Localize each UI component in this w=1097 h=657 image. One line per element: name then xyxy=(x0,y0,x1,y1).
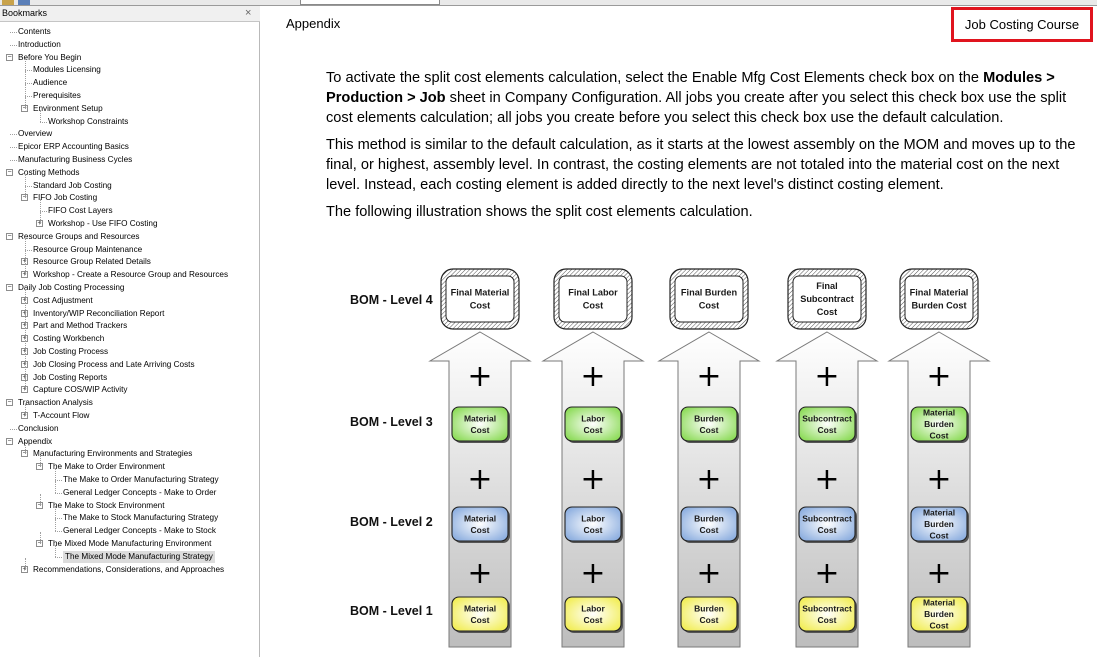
final-cost-label-line: Burden Cost xyxy=(911,300,967,311)
course-title: Job Costing Course xyxy=(951,7,1093,42)
expand-icon[interactable]: + xyxy=(22,296,27,304)
plus-sign: + xyxy=(467,556,493,591)
collapse-icon[interactable]: − xyxy=(37,463,42,471)
tree-connector xyxy=(10,32,17,33)
bookmark-item[interactable]: Inventory/WIP Reconciliation Report xyxy=(33,308,165,318)
tree-connector xyxy=(40,494,41,506)
plus-sign: + xyxy=(696,359,722,394)
bookmark-item[interactable]: Resource Group Maintenance xyxy=(33,244,143,254)
tree-connector xyxy=(25,97,26,109)
bom-level-label: BOM - Level 2 xyxy=(350,515,433,529)
cost-box-label-line: Cost xyxy=(699,424,719,435)
bookmark-item[interactable]: Conclusion xyxy=(18,423,59,433)
tree-connector xyxy=(25,558,26,570)
tree-connector xyxy=(25,58,26,70)
tree-connector xyxy=(55,557,62,558)
bom-level-label: BOM - Level 4 xyxy=(350,293,433,307)
document-page xyxy=(262,6,1097,657)
plus-sign: + xyxy=(814,556,840,591)
cost-box-label-line: Labor xyxy=(581,513,605,524)
tree-connector xyxy=(25,70,32,71)
cost-box-label-line: Cost xyxy=(817,424,837,435)
tree-connector xyxy=(55,545,56,557)
bookmark-item[interactable]: Standard Job Costing xyxy=(33,180,112,190)
tree-connector xyxy=(25,366,26,378)
tree-connector xyxy=(40,122,47,123)
plus-sign: + xyxy=(926,556,952,591)
bookmark-item[interactable]: Manufacturing Environments and Strategies xyxy=(33,449,193,459)
bookmark-item[interactable]: Costing Workbench xyxy=(33,334,105,344)
final-cost-label-line: Cost xyxy=(816,307,838,317)
collapse-icon[interactable]: − xyxy=(7,284,12,291)
cost-box-label-line: Cost xyxy=(583,614,603,625)
tree-connector xyxy=(10,45,17,46)
collapse-icon[interactable]: − xyxy=(7,232,12,240)
bookmark-item[interactable]: Workshop - Create a Resource Group and Resources xyxy=(33,270,229,280)
plus-sign: + xyxy=(696,462,722,497)
final-cost-box xyxy=(446,276,514,322)
bookmark-item[interactable]: Workshop Constraints xyxy=(48,116,129,126)
bookmark-item[interactable]: General Ledger Concepts - Make to Order xyxy=(63,487,217,497)
bookmark-item[interactable]: FIFO Cost Layers xyxy=(48,206,113,216)
final-cost-box xyxy=(905,276,973,322)
bookmark-item[interactable]: T-Account Flow xyxy=(33,411,90,420)
tree-connector xyxy=(55,518,62,519)
collapse-icon[interactable]: − xyxy=(7,399,12,407)
plus-sign: + xyxy=(467,462,493,497)
bookmark-item[interactable]: The Make to Order Environment xyxy=(48,462,165,472)
cost-box-label-line: Labor xyxy=(581,413,605,424)
open-icon[interactable] xyxy=(2,0,14,5)
split-cost-diagram xyxy=(262,6,1097,657)
tree-connector xyxy=(10,429,17,430)
tree-connector xyxy=(25,378,26,390)
cost-box-label-line: Cost xyxy=(699,614,719,625)
plus-sign: + xyxy=(926,462,952,497)
tree-connector xyxy=(25,71,26,83)
cost-box-label-line: Cost xyxy=(470,614,490,625)
cost-box-label-line: Cost xyxy=(699,524,719,535)
bookmark-item[interactable]: Prerequisites xyxy=(33,91,81,100)
expand-icon[interactable]: + xyxy=(22,271,27,279)
tree-connector xyxy=(25,263,26,275)
bookmark-item[interactable]: The Make to Stock Environment xyxy=(48,500,165,510)
plus-sign: + xyxy=(814,462,840,497)
tree-connector xyxy=(40,199,41,211)
expand-icon[interactable]: + xyxy=(22,335,27,343)
final-cost-label-line: Subcontract xyxy=(800,294,854,304)
bookmark-item[interactable]: Appendix xyxy=(18,436,53,446)
tree-connector xyxy=(55,506,56,518)
expand-icon[interactable]: + xyxy=(22,373,27,381)
final-cost-label-line: Final Burden xyxy=(680,287,738,298)
tree-connector xyxy=(25,250,32,251)
tree-connector xyxy=(25,250,26,262)
bookmarks-tree xyxy=(0,23,258,657)
collapse-icon[interactable]: − xyxy=(22,104,27,112)
tree-connector xyxy=(25,353,26,365)
bookmark-item[interactable]: Cost Adjustment xyxy=(33,295,93,305)
collapse-icon[interactable]: − xyxy=(37,501,42,509)
bookmarks-panel xyxy=(0,6,260,657)
paragraph-illustration-intro: The following illustration shows the split cost elements calculation. xyxy=(326,204,753,220)
tree-connector xyxy=(25,238,26,250)
final-cost-label-line: Final Material xyxy=(909,287,969,298)
bookmark-item[interactable]: Contents xyxy=(18,27,51,36)
bookmark-item[interactable]: Before You Begin xyxy=(18,52,82,62)
tree-connector xyxy=(25,314,26,326)
tree-connector xyxy=(55,519,56,531)
paragraph-1-bold: Modules > Production > Job xyxy=(326,70,1055,106)
paragraph-method-description: This method is similar to the default calculation, as it starts at the lowest assembly on the MOM and moves up to the final, or highest, assembly level. In contrast, the costing elements are not totaled into the material cost on the next level. Instead, each costing element is added directly to the next level's distinct costing element. xyxy=(326,137,1076,193)
expand-icon[interactable]: + xyxy=(22,360,27,368)
collapse-icon[interactable]: − xyxy=(7,168,12,176)
bookmark-item[interactable]: FIFO Job Costing xyxy=(33,193,98,203)
tree-connector xyxy=(40,455,41,467)
tree-connector xyxy=(25,442,26,454)
tree-connector xyxy=(10,134,17,135)
cost-box-label-line: Material xyxy=(463,413,497,424)
bookmark-item[interactable]: The Make to Stock Manufacturing Strategy xyxy=(63,513,219,523)
bookmark-item[interactable]: General Ledger Concepts - Make to Stock xyxy=(63,526,216,536)
cost-box-label-line: Material xyxy=(922,407,956,418)
final-cost-label-line: Cost xyxy=(469,300,491,311)
cost-box-label-line: Cost xyxy=(470,524,490,535)
expand-icon[interactable]: + xyxy=(22,309,27,317)
bookmark-item[interactable]: Job Closing Process and Late Arriving Costs xyxy=(33,359,195,369)
save-icon[interactable] xyxy=(18,0,30,5)
bookmark-item[interactable]: Overview xyxy=(18,129,53,139)
tree-connector xyxy=(10,147,17,148)
expand-icon[interactable]: + xyxy=(22,565,27,573)
bookmark-item[interactable]: Modules Licensing xyxy=(33,65,101,75)
expand-icon[interactable]: + xyxy=(22,258,27,266)
tree-connector xyxy=(55,480,62,481)
search-input[interactable] xyxy=(300,0,440,5)
cost-box-label-line: Cost xyxy=(817,614,837,625)
expand-icon[interactable]: + xyxy=(22,412,27,419)
cost-box-label-line: Burden xyxy=(924,609,954,619)
cost-box-label-line: Material xyxy=(463,513,497,524)
tree-connector xyxy=(25,96,32,97)
tree-connector xyxy=(25,289,26,301)
plus-sign: + xyxy=(814,359,840,394)
final-cost-label-line: Cost xyxy=(582,300,604,311)
bom-level-label: BOM - Level 3 xyxy=(350,415,433,429)
bookmark-item[interactable]: Recommendations, Considerations, and Approaches xyxy=(33,564,225,574)
bookmark-item[interactable]: Resource Group Related Details xyxy=(33,257,151,267)
bookmark-item[interactable]: The Make to Order Manufacturing Strategy xyxy=(63,475,219,484)
cost-box-label-line: Burden xyxy=(924,419,954,429)
bookmarks-title: Bookmarks xyxy=(2,8,48,18)
cost-box-label-line: Burden xyxy=(924,519,954,529)
cost-box-label xyxy=(581,413,605,435)
tree-connector xyxy=(25,83,32,84)
paragraph-1-text: To activate the split cost elements calculation, select the Enable Mfg Cost Elements check box on the xyxy=(326,70,984,86)
cost-box-label-line: Cost xyxy=(470,424,490,435)
bookmark-item[interactable]: Transaction Analysis xyxy=(18,398,93,408)
cost-box-label-line: Burden xyxy=(694,603,724,614)
plus-sign: + xyxy=(696,556,722,591)
plus-sign: + xyxy=(580,462,606,497)
cost-box-label-line: Cost xyxy=(929,530,949,541)
bookmark-item[interactable]: Epicor ERP Accounting Basics xyxy=(18,142,129,152)
cost-box-label-line: Labor xyxy=(581,603,605,614)
tree-connector xyxy=(40,110,41,122)
bookmark-item[interactable]: Manufacturing Business Cycles xyxy=(18,155,133,164)
cost-box-label-line: Material xyxy=(922,597,956,608)
tree-connector xyxy=(25,340,26,352)
plus-sign: + xyxy=(580,359,606,394)
bookmarks-header xyxy=(0,6,260,22)
final-cost-box xyxy=(559,276,627,322)
close-icon[interactable]: × xyxy=(245,7,252,19)
bookmark-item[interactable]: The Mixed Mode Manufacturing Environment xyxy=(48,539,212,548)
final-cost-box xyxy=(675,276,743,322)
tree-connector xyxy=(25,404,26,416)
final-cost-label-line: Final xyxy=(816,281,838,291)
plus-sign: + xyxy=(926,359,952,394)
bookmark-item[interactable]: Introduction xyxy=(18,39,61,49)
bookmark-item[interactable]: Job Costing Process xyxy=(33,347,109,356)
cost-box-label-line: Burden xyxy=(694,413,724,424)
collapse-icon[interactable]: − xyxy=(22,194,27,202)
tree-connector xyxy=(25,186,26,198)
final-cost-label-line: Final Material xyxy=(450,287,510,298)
expand-icon[interactable]: + xyxy=(22,348,27,355)
cost-box-label-line: Material xyxy=(463,603,497,614)
plus-sign: + xyxy=(580,556,606,591)
cost-box-label-line: Cost xyxy=(817,524,837,535)
bookmark-item[interactable]: Workshop - Use FIFO Costing xyxy=(48,219,158,228)
tree-connector xyxy=(25,302,26,314)
bookmark-item[interactable]: Environment Setup xyxy=(33,103,103,113)
plus-sign: + xyxy=(467,359,493,394)
collapse-icon[interactable]: − xyxy=(22,450,27,458)
bookmark-item[interactable]: Job Costing Reports xyxy=(33,372,108,382)
tree-connector xyxy=(10,160,17,161)
paragraph-1-text-end: sheet in Company Configuration. All jobs you create after you select this check box use the split cost elements calculation; all jobs you create before you select this check box use the default calculation. xyxy=(326,90,1067,126)
bookmark-item[interactable]: The Mixed Mode Manufacturing Strategy xyxy=(65,551,213,561)
cost-box-label-line: Subcontract xyxy=(802,413,852,424)
cost-box-label-line: Cost xyxy=(583,424,603,435)
bookmark-item[interactable]: Costing Methods xyxy=(18,167,80,177)
tree-connector xyxy=(55,531,62,532)
cost-box-label-line: Cost xyxy=(929,620,949,631)
cost-box-label-line: Subcontract xyxy=(802,603,852,614)
tree-connector xyxy=(55,468,56,480)
bookmark-item[interactable]: Capture COS/WIP Activity xyxy=(33,385,128,395)
tree-connector xyxy=(55,481,56,493)
expand-icon[interactable]: + xyxy=(37,220,42,227)
tree-connector xyxy=(40,211,47,212)
bookmark-item[interactable]: Resource Groups and Resources xyxy=(18,231,140,241)
cost-box-label-line: Cost xyxy=(583,524,603,535)
collapse-icon[interactable]: − xyxy=(37,540,42,547)
bookmark-item[interactable]: Audience xyxy=(33,78,68,88)
tree-connector xyxy=(25,174,26,186)
bom-level-label: BOM - Level 1 xyxy=(350,604,433,618)
cost-box-label xyxy=(581,603,605,625)
tree-connector xyxy=(25,327,26,339)
tree-connector xyxy=(40,532,41,544)
final-cost-label-line: Final Labor xyxy=(568,287,618,298)
section-label: Appendix xyxy=(286,16,341,31)
collapse-icon[interactable]: − xyxy=(7,437,12,445)
tree-connector xyxy=(25,186,32,187)
tree-connector xyxy=(40,212,41,224)
cost-box-label-line: Material xyxy=(922,507,956,518)
bookmark-item[interactable]: Daily Job Costing Processing xyxy=(18,283,125,292)
collapse-icon[interactable]: − xyxy=(7,53,12,61)
cost-box-label-line: Cost xyxy=(929,430,949,441)
bookmark-item[interactable]: Part and Method Trackers xyxy=(33,321,128,331)
cost-box-label xyxy=(581,513,605,535)
final-cost-label-line: Cost xyxy=(698,300,720,311)
tree-connector xyxy=(25,84,26,96)
cost-box-label-line: Burden xyxy=(694,513,724,524)
expand-icon[interactable]: + xyxy=(22,386,27,394)
tree-connector xyxy=(55,493,62,494)
cost-box-label-line: Subcontract xyxy=(802,513,852,524)
expand-icon[interactable]: + xyxy=(22,322,27,330)
